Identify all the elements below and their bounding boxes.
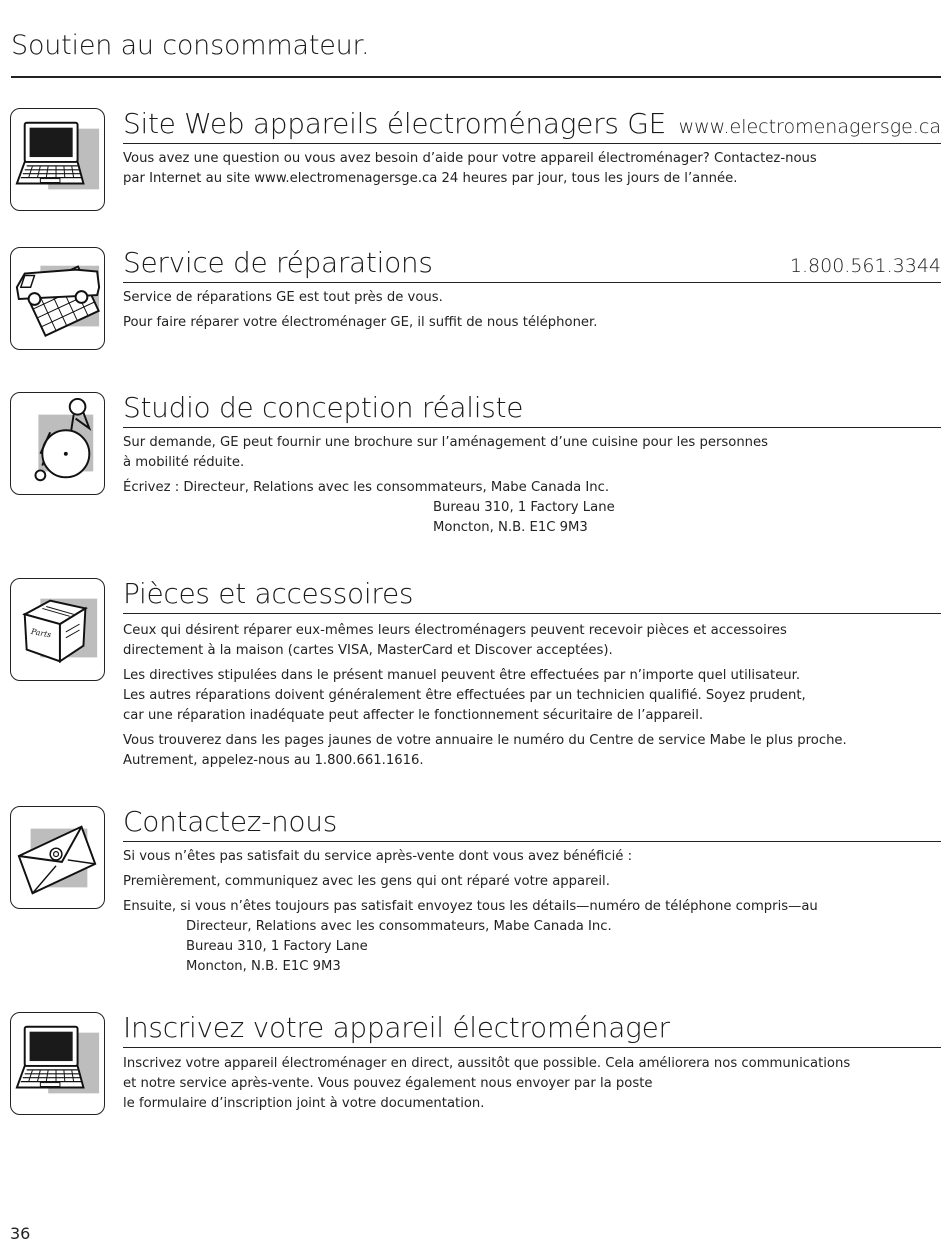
body-line: et notre service après-vente. Vous pouvez également nous envoyer par la poste — [123, 1076, 653, 1091]
address-line: Moncton, N.B. E1C 9M3 — [186, 959, 341, 974]
address-line: Moncton, N.B. E1C 9M3 — [433, 520, 588, 535]
body-line: Vous avez une question ou vous avez besoin d’aide pour votre appareil électroménager? Contactez-nous — [123, 151, 817, 166]
body-line: Si vous n’êtes pas satisfait du service après-vente dont vous avez bénéficié : — [123, 849, 633, 864]
body-line: Service de réparations GE est tout près de vous. — [123, 290, 443, 305]
body-line: Les autres réparations doivent généralement être effectuées par un technicien qualifié. Soyez prudent, — [123, 688, 806, 703]
body-line: par Internet au site www.electromenagersge.ca 24 heures par jour, tous les jours de l’année. — [123, 171, 738, 186]
laptop-icon — [10, 1012, 105, 1115]
section-header — [123, 392, 941, 428]
body-line: Ensuite, si vous n’êtes toujours pas satisfait envoyez tous les détails—numéro de téléphone compris—au — [123, 899, 818, 914]
body-line: Pour faire réparer votre électroménager GE, il suffit de nous téléphoner. — [123, 315, 598, 330]
section-body — [123, 149, 923, 189]
title-divider — [11, 76, 941, 78]
page-title: Soutien au consommateur. — [11, 30, 370, 61]
address-line: Bureau 310, 1 Factory Lane — [186, 939, 368, 954]
body-line: Inscrivez votre appareil électroménager en direct, aussitôt que possible. Cela améliorera nos communications — [123, 1056, 851, 1071]
section-body — [123, 288, 923, 333]
section-body — [123, 621, 923, 771]
address-line: Bureau 310, 1 Factory Lane — [433, 500, 615, 515]
parts-box-icon — [10, 578, 105, 681]
section-body — [123, 1054, 923, 1114]
section-title: Inscrivez votre appareil électroménager — [123, 1011, 670, 1044]
body-line: Ceux qui désirent réparer eux-mêmes leurs électroménagers peuvent recevoir pièces et accessoires — [123, 623, 787, 638]
section-header — [123, 1012, 941, 1048]
body-line: car une réparation inadéquate peut affecter le fonctionnement sécuritaire de l’appareil. — [123, 708, 704, 723]
body-line: Autrement, appelez-nous au 1.800.661.1616. — [123, 753, 424, 768]
section-body — [123, 433, 923, 538]
body-line: à mobilité réduite. — [123, 455, 245, 470]
section-title: Contactez-nous — [123, 805, 337, 838]
svg-text:Parts: Parts — [30, 627, 52, 640]
repair-phone-number[interactable]: 1.800.561.3344 — [789, 255, 941, 277]
section-title: Pièces et accessoires — [123, 577, 414, 610]
laptop-icon — [10, 108, 105, 211]
body-line: le formulaire d’inscription joint à votre documentation. — [123, 1096, 485, 1111]
section-body — [123, 847, 923, 977]
section-title: Studio de conception réaliste — [123, 391, 524, 424]
website-link[interactable]: www.electromenagersge.ca — [678, 116, 941, 138]
section-title: Service de réparations — [123, 246, 433, 279]
wheelchair-icon — [10, 392, 105, 495]
section-header — [123, 806, 941, 842]
section-title: Site Web appareils électroménagers GE — [123, 107, 666, 140]
page-number: 36 — [10, 1224, 31, 1243]
body-line: Vous trouverez dans les pages jaunes de votre annuaire le numéro du Centre de service Mabe le plus proche. — [123, 733, 847, 748]
body-line: directement à la maison (cartes VISA, MasterCard et Discover acceptées). — [123, 643, 613, 658]
email-envelope-icon — [10, 806, 105, 909]
address-line: Directeur, Relations avec les consommateurs, Mabe Canada Inc. — [186, 919, 612, 934]
section-header — [123, 247, 941, 283]
section-header — [123, 578, 941, 614]
body-line: Écrivez : Directeur, Relations avec les consommateurs, Mabe Canada Inc. — [123, 480, 610, 495]
body-line: Premièrement, communiquez avec les gens qui ont réparé votre appareil. — [123, 874, 610, 889]
service-van-icon — [10, 247, 105, 350]
section-header — [123, 108, 941, 144]
body-line: Les directives stipulées dans le présent manuel peuvent être effectuées par n’importe quel utilisateur. — [123, 668, 801, 683]
body-line: Sur demande, GE peut fournir une brochure sur l’aménagement d’une cuisine pour les personnes — [123, 435, 769, 450]
